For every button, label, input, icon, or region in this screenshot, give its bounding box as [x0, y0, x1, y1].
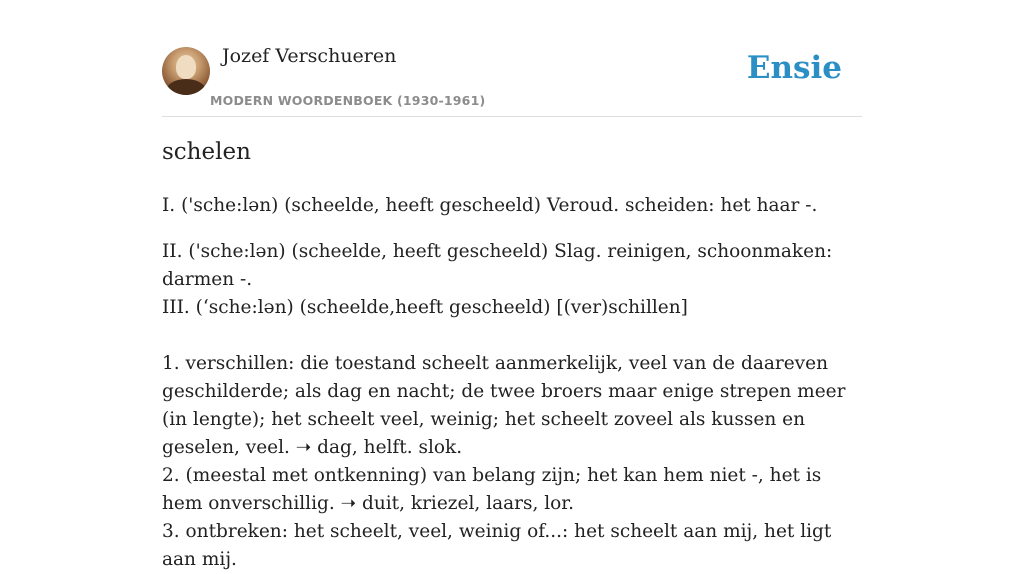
avatar-body	[166, 79, 206, 95]
sense-2: II. ('sche:lən) (scheelde, heeft gescheeld) Slag. reinigen, schoonmaken: darmen -.	[162, 241, 833, 290]
subsense-1: 1. verschillen: die toestand scheelt aanmerkelijk, veel van de daareven geschilderde; als dag en nacht; de twee broers maar enige strepen meer (in lengte); het scheelt veel, weinig; het scheelt zoveel als kussen en geselen, veel. ➝ dag, helft. slok.	[162, 353, 846, 458]
brand-logo[interactable]: Ensie	[746, 50, 842, 86]
entry-title: schelen	[162, 139, 251, 165]
author-avatar[interactable]	[162, 47, 210, 95]
sense-3: III. (ʻsche:lən) (scheelde,heeft gescheeld) [(ver)schillen]	[162, 297, 688, 318]
source-name[interactable]: MODERN WOORDENBOEK (1930-1961)	[210, 93, 486, 108]
avatar-face	[176, 55, 196, 79]
author-name[interactable]: Jozef Verschueren	[222, 45, 397, 67]
spacer	[162, 322, 866, 350]
entry-content	[162, 192, 866, 574]
header	[162, 0, 862, 117]
subsense-3: 3. ontbreken: het scheelt, veel, weinig of...: het scheelt aan mij, het ligt aan mij.	[162, 521, 832, 570]
sense-1: I. ('sche:lən) (scheelde, heeft gescheeld) Veroud. scheiden: het haar -.	[162, 195, 818, 216]
subsense-2: 2. (meestal met ontkenning) van belang zijn; het kan hem niet -, het is hem onverschillig. ➝ duit, kriezel, laars, lor.	[162, 465, 822, 514]
